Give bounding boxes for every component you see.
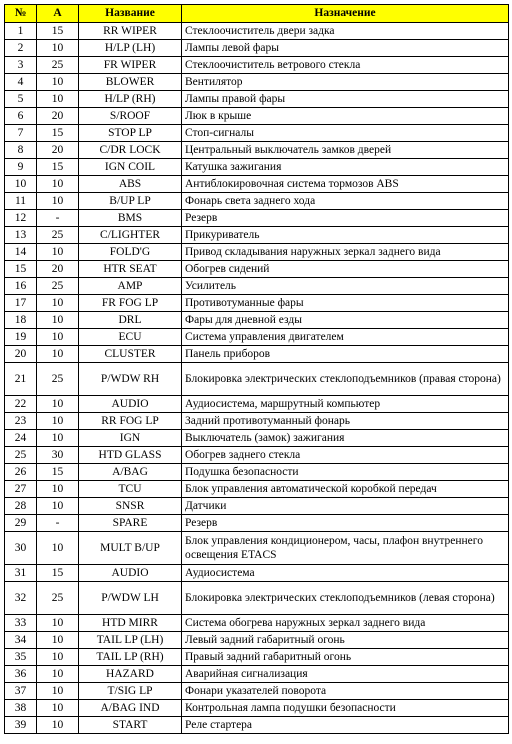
fuse-purpose: Антиблокировочная система тормозов ABS xyxy=(182,176,509,193)
fuse-amperage: 15 xyxy=(37,464,79,481)
fuse-purpose: Блокировка электрических стеклоподъемников (правая сторона) xyxy=(182,363,509,396)
fuse-number: 22 xyxy=(5,396,37,413)
fuse-purpose: Блок управления кондиционером, часы, плафон внутреннего освещения ETACS xyxy=(182,532,509,565)
table-row xyxy=(5,108,509,125)
fuse-amperage: 15 xyxy=(37,565,79,582)
fuse-amperage: 25 xyxy=(37,363,79,396)
fuse-amperage: 10 xyxy=(37,632,79,649)
fuse-purpose: Лампы левой фары xyxy=(182,40,509,57)
table-row xyxy=(5,632,509,649)
fuse-amperage: 10 xyxy=(37,615,79,632)
fuse-number: 6 xyxy=(5,108,37,125)
table-row xyxy=(5,532,509,565)
fuse-name: DRL xyxy=(79,312,182,329)
table-row xyxy=(5,227,509,244)
fuse-number: 32 xyxy=(5,582,37,615)
fuse-amperage: 10 xyxy=(37,312,79,329)
fuse-number: 30 xyxy=(5,532,37,565)
fuse-purpose: Контрольная лампа подушки безопасности xyxy=(182,700,509,717)
fuse-purpose: Стоп-сигналы xyxy=(182,125,509,142)
table-row xyxy=(5,312,509,329)
table-row xyxy=(5,396,509,413)
fuse-number: 27 xyxy=(5,481,37,498)
fuse-number: 5 xyxy=(5,91,37,108)
fuse-purpose: Люк в крыше xyxy=(182,108,509,125)
fuse-number: 16 xyxy=(5,278,37,295)
fuse-purpose: Блок управления автоматической коробкой передач xyxy=(182,481,509,498)
table-row xyxy=(5,700,509,717)
fuse-name: A/BAG xyxy=(79,464,182,481)
fuse-number: 37 xyxy=(5,683,37,700)
fuse-amperage: 10 xyxy=(37,346,79,363)
fuse-purpose: Система управления двигателем xyxy=(182,329,509,346)
fuse-amperage: 10 xyxy=(37,498,79,515)
table-row xyxy=(5,666,509,683)
fuse-amperage: 30 xyxy=(37,447,79,464)
fuse-purpose: Фары для дневной езды xyxy=(182,312,509,329)
fuse-name: ABS xyxy=(79,176,182,193)
table-row xyxy=(5,57,509,74)
fuse-purpose: Обогрев сидений xyxy=(182,261,509,278)
fuse-number: 2 xyxy=(5,40,37,57)
fuse-number: 12 xyxy=(5,210,37,227)
table-row xyxy=(5,295,509,312)
fuse-amperage: 25 xyxy=(37,227,79,244)
fuse-purpose: Стеклоочиститель двери задка xyxy=(182,23,509,40)
table-row xyxy=(5,683,509,700)
fuse-purpose: Датчики xyxy=(182,498,509,515)
fuse-name: C/DR LOCK xyxy=(79,142,182,159)
fuse-number: 11 xyxy=(5,193,37,210)
table-row xyxy=(5,125,509,142)
fuse-number: 31 xyxy=(5,565,37,582)
fuse-amperage: 25 xyxy=(37,57,79,74)
fuse-number: 24 xyxy=(5,430,37,447)
table-row xyxy=(5,515,509,532)
fuse-number: 13 xyxy=(5,227,37,244)
fuse-number: 3 xyxy=(5,57,37,74)
fuse-number: 34 xyxy=(5,632,37,649)
fuse-number: 20 xyxy=(5,346,37,363)
table-row xyxy=(5,363,509,396)
header-name: Название xyxy=(79,5,182,23)
fuse-amperage: 15 xyxy=(37,23,79,40)
fuse-purpose: Противотуманные фары xyxy=(182,295,509,312)
fuse-amperage: 10 xyxy=(37,295,79,312)
table-row xyxy=(5,464,509,481)
fuse-purpose: Аудиосистема xyxy=(182,565,509,582)
fuse-amperage: 10 xyxy=(37,649,79,666)
fuse-number: 19 xyxy=(5,329,37,346)
table-row xyxy=(5,447,509,464)
table-row xyxy=(5,582,509,615)
fuse-name: BMS xyxy=(79,210,182,227)
fuse-amperage: 10 xyxy=(37,683,79,700)
fuse-name: SNSR xyxy=(79,498,182,515)
fuse-purpose: Панель приборов xyxy=(182,346,509,363)
fuse-amperage: 10 xyxy=(37,40,79,57)
fuse-number: 14 xyxy=(5,244,37,261)
table-row xyxy=(5,244,509,261)
table-row xyxy=(5,329,509,346)
fuse-name: IGN COIL xyxy=(79,159,182,176)
fuse-number: 29 xyxy=(5,515,37,532)
fuse-name: TAIL LP (LH) xyxy=(79,632,182,649)
fuse-purpose: Реле стартера xyxy=(182,717,509,734)
fuse-table xyxy=(4,4,509,734)
table-row xyxy=(5,498,509,515)
fuse-number: 8 xyxy=(5,142,37,159)
fuse-name: C/LIGHTER xyxy=(79,227,182,244)
table-row xyxy=(5,210,509,227)
fuse-number: 39 xyxy=(5,717,37,734)
header-purpose: Назначение xyxy=(182,5,509,23)
fuse-name: ECU xyxy=(79,329,182,346)
fuse-amperage: 10 xyxy=(37,532,79,565)
table-row xyxy=(5,481,509,498)
fuse-purpose: Блокировка электрических стеклоподъемников (левая сторона) xyxy=(182,582,509,615)
fuse-amperage: 10 xyxy=(37,329,79,346)
fuse-purpose: Аудиосистема, маршрутный компьютер xyxy=(182,396,509,413)
fuse-purpose: Правый задний габаритный огонь xyxy=(182,649,509,666)
fuse-number: 35 xyxy=(5,649,37,666)
fuse-amperage: 20 xyxy=(37,142,79,159)
fuse-amperage: 10 xyxy=(37,413,79,430)
fuse-name: HAZARD xyxy=(79,666,182,683)
header-amperage: A xyxy=(37,5,79,23)
fuse-amperage: 10 xyxy=(37,717,79,734)
fuse-purpose: Фонари указателей поворота xyxy=(182,683,509,700)
table-row xyxy=(5,193,509,210)
table-row xyxy=(5,615,509,632)
table-row xyxy=(5,430,509,447)
fuse-name: P/WDW RH xyxy=(79,363,182,396)
fuse-amperage: 10 xyxy=(37,430,79,447)
fuse-amperage: - xyxy=(37,210,79,227)
fuse-purpose: Стеклоочиститель ветрового стекла xyxy=(182,57,509,74)
fuse-name: FOLD'G xyxy=(79,244,182,261)
fuse-name: MULT B/UP xyxy=(79,532,182,565)
table-row xyxy=(5,278,509,295)
fuse-name: FR FOG LP xyxy=(79,295,182,312)
fuse-purpose: Привод складывания наружных зеркал заднего вида xyxy=(182,244,509,261)
fuse-number: 18 xyxy=(5,312,37,329)
fuse-number: 23 xyxy=(5,413,37,430)
fuse-amperage: 25 xyxy=(37,278,79,295)
fuse-number: 7 xyxy=(5,125,37,142)
fuse-name: TCU xyxy=(79,481,182,498)
fuse-name: AUDIO xyxy=(79,396,182,413)
fuse-amperage: 10 xyxy=(37,193,79,210)
fuse-amperage: 15 xyxy=(37,159,79,176)
fuse-purpose: Система обогрева наружных зеркал заднего вида xyxy=(182,615,509,632)
fuse-number: 17 xyxy=(5,295,37,312)
fuse-name: STOP LP xyxy=(79,125,182,142)
fuse-number: 33 xyxy=(5,615,37,632)
fuse-purpose: Аварийная сигнализация xyxy=(182,666,509,683)
fuse-number: 36 xyxy=(5,666,37,683)
table-row xyxy=(5,74,509,91)
fuse-purpose: Левый задний габаритный огонь xyxy=(182,632,509,649)
fuse-purpose: Вентилятор xyxy=(182,74,509,91)
fuse-amperage: 20 xyxy=(37,108,79,125)
fuse-purpose: Фонарь света заднего хода xyxy=(182,193,509,210)
fuse-purpose: Прикуриватель xyxy=(182,227,509,244)
fuse-amperage: 10 xyxy=(37,176,79,193)
table-body xyxy=(5,23,509,734)
table-row xyxy=(5,40,509,57)
fuse-name: AUDIO xyxy=(79,565,182,582)
table-header-row xyxy=(5,5,509,23)
header-number: № xyxy=(5,5,37,23)
fuse-amperage: 15 xyxy=(37,125,79,142)
fuse-amperage: 25 xyxy=(37,582,79,615)
fuse-name: P/WDW LH xyxy=(79,582,182,615)
table-row xyxy=(5,91,509,108)
fuse-number: 26 xyxy=(5,464,37,481)
fuse-amperage: 10 xyxy=(37,91,79,108)
fuse-number: 25 xyxy=(5,447,37,464)
fuse-name: HTD GLASS xyxy=(79,447,182,464)
fuse-name: FR WIPER xyxy=(79,57,182,74)
table-row xyxy=(5,142,509,159)
fuse-name: RR WIPER xyxy=(79,23,182,40)
fuse-amperage: 10 xyxy=(37,396,79,413)
fuse-number: 9 xyxy=(5,159,37,176)
fuse-purpose: Резерв xyxy=(182,210,509,227)
fuse-number: 21 xyxy=(5,363,37,396)
table-row xyxy=(5,159,509,176)
table-row xyxy=(5,176,509,193)
fuse-name: BLOWER xyxy=(79,74,182,91)
fuse-name: SPARE xyxy=(79,515,182,532)
fuse-name: CLUSTER xyxy=(79,346,182,363)
fuse-purpose: Лампы правой фары xyxy=(182,91,509,108)
fuse-number: 4 xyxy=(5,74,37,91)
fuse-purpose: Катушка зажигания xyxy=(182,159,509,176)
fuse-name: T/SIG LP xyxy=(79,683,182,700)
fuse-name: HTD MIRR xyxy=(79,615,182,632)
fuse-name: H/LP (RH) xyxy=(79,91,182,108)
fuse-name: RR FOG LP xyxy=(79,413,182,430)
fuse-purpose: Задний противотуманный фонарь xyxy=(182,413,509,430)
fuse-name: A/BAG IND xyxy=(79,700,182,717)
fuse-name: H/LP (LH) xyxy=(79,40,182,57)
fuse-name: TAIL LP (RH) xyxy=(79,649,182,666)
fuse-name: IGN xyxy=(79,430,182,447)
fuse-purpose: Выключатель (замок) зажигания xyxy=(182,430,509,447)
fuse-amperage: 10 xyxy=(37,666,79,683)
table-row xyxy=(5,565,509,582)
fuse-amperage: 20 xyxy=(37,261,79,278)
fuse-amperage: - xyxy=(37,515,79,532)
fuse-name: START xyxy=(79,717,182,734)
fuse-amperage: 10 xyxy=(37,74,79,91)
table-row xyxy=(5,413,509,430)
fuse-purpose: Центральный выключатель замков дверей xyxy=(182,142,509,159)
fuse-number: 28 xyxy=(5,498,37,515)
fuse-amperage: 10 xyxy=(37,244,79,261)
table-row xyxy=(5,346,509,363)
fuse-purpose: Подушка безопасности xyxy=(182,464,509,481)
fuse-purpose: Резерв xyxy=(182,515,509,532)
table-row xyxy=(5,717,509,734)
fuse-name: HTR SEAT xyxy=(79,261,182,278)
fuse-number: 10 xyxy=(5,176,37,193)
table-row xyxy=(5,261,509,278)
table-row xyxy=(5,23,509,40)
fuse-amperage: 10 xyxy=(37,481,79,498)
table-row xyxy=(5,649,509,666)
fuse-name: S/ROOF xyxy=(79,108,182,125)
fuse-number: 15 xyxy=(5,261,37,278)
fuse-number: 1 xyxy=(5,23,37,40)
fuse-purpose: Обогрев заднего стекла xyxy=(182,447,509,464)
fuse-purpose: Усилитель xyxy=(182,278,509,295)
fuse-name: B/UP LP xyxy=(79,193,182,210)
fuse-name: AMP xyxy=(79,278,182,295)
fuse-number: 38 xyxy=(5,700,37,717)
fuse-amperage: 10 xyxy=(37,700,79,717)
